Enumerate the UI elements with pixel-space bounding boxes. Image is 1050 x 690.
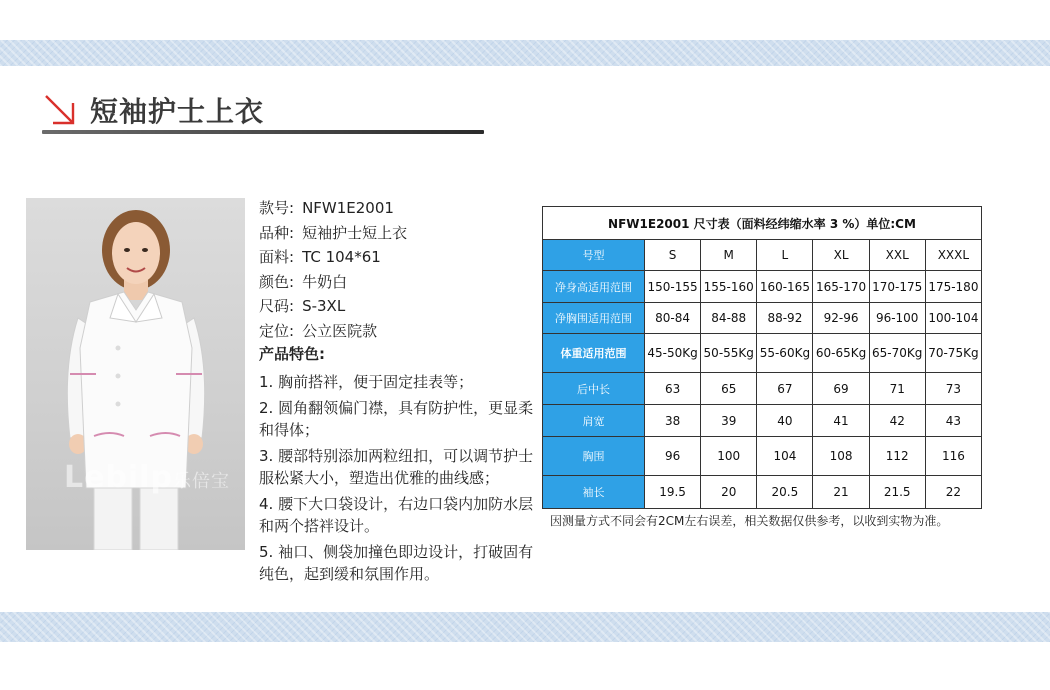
size-value-cell: 65	[701, 373, 757, 405]
size-header-cell: XL	[813, 240, 869, 271]
size-value-cell: 116	[925, 437, 981, 476]
bottom-decor-band	[0, 612, 1050, 642]
size-value-cell: 71	[869, 373, 925, 405]
spec-label: 定位:	[259, 321, 295, 340]
size-value-cell: 63	[645, 373, 701, 405]
size-row-label: 袖长	[543, 476, 645, 509]
spec-row	[259, 294, 544, 319]
spec-label: 款号:	[259, 199, 295, 217]
size-header-cell: XXXL	[925, 240, 981, 271]
spec-label: 面料:	[259, 248, 295, 266]
size-value-cell: 19.5	[645, 476, 701, 509]
spec-row	[259, 196, 544, 221]
size-header-cell: S	[645, 240, 701, 271]
size-value-cell: 150-155	[645, 271, 701, 303]
spec-value: 公立医院款	[302, 321, 378, 340]
size-value-cell: 96-100	[869, 303, 925, 334]
spec-value: 短袖护士短上衣	[302, 223, 408, 242]
size-row-label: 胸围	[543, 437, 645, 476]
spec-label: 颜色:	[259, 272, 295, 291]
size-value-cell: 165-170	[813, 271, 869, 303]
size-row-label: 肩宽	[543, 405, 645, 437]
size-value-cell: 40	[757, 405, 813, 437]
size-value-cell: 92-96	[813, 303, 869, 334]
size-header-label: 号型	[543, 240, 645, 271]
size-row-label: 后中长	[543, 373, 645, 405]
size-value-cell: 65-70Kg	[869, 334, 925, 373]
spec-row	[259, 270, 544, 295]
size-row-label: 净身高适用范围	[543, 271, 645, 303]
size-row-label: 体重适用范围	[543, 334, 645, 373]
spec-label: 品种:	[259, 223, 295, 242]
spec-value: S-3XL	[302, 297, 346, 315]
size-value-cell: 96	[645, 437, 701, 476]
size-value-cell: 160-165	[757, 271, 813, 303]
spec-row	[259, 319, 544, 344]
spec-row	[259, 245, 544, 270]
size-value-cell: 175-180	[925, 271, 981, 303]
spec-label: 尺码:	[259, 297, 295, 315]
page-title: 短袖护士上衣	[90, 95, 265, 128]
size-value-cell: 170-175	[869, 271, 925, 303]
features-list	[259, 371, 544, 585]
size-table-row	[543, 303, 982, 334]
spec-row	[259, 221, 544, 246]
size-table-row	[543, 373, 982, 405]
title-underline	[42, 130, 484, 134]
size-value-cell: 22	[925, 476, 981, 509]
size-value-cell: 70-75Kg	[925, 334, 981, 373]
size-value-cell: 100-104	[925, 303, 981, 334]
top-decor-band	[0, 40, 1050, 66]
size-value-cell: 108	[813, 437, 869, 476]
size-value-cell: 88-92	[757, 303, 813, 334]
size-row-label: 净胸围适用范围	[543, 303, 645, 334]
size-table-row	[543, 334, 982, 373]
nurse-illustration	[26, 198, 245, 550]
size-value-cell: 50-55Kg	[701, 334, 757, 373]
size-header-cell: XXL	[869, 240, 925, 271]
measurement-note: 因测量方式不同会有2CM左右误差，相关数据仅供参考，以收到实物为准。	[550, 514, 949, 528]
size-value-cell: 155-160	[701, 271, 757, 303]
brand-watermark: Lebilp乐倍宝	[64, 460, 230, 495]
size-value-cell: 104	[757, 437, 813, 476]
spec-value: 牛奶白	[302, 272, 348, 291]
size-value-cell: 73	[925, 373, 981, 405]
size-value-cell: 100	[701, 437, 757, 476]
size-table-row	[543, 437, 982, 476]
size-value-cell: 84-88	[701, 303, 757, 334]
spec-value: NFW1E2001	[302, 199, 394, 217]
product-spec	[259, 196, 544, 589]
size-value-cell: 38	[645, 405, 701, 437]
size-value-cell: 21	[813, 476, 869, 509]
arrow-down-right-icon	[42, 92, 78, 128]
size-value-cell: 20	[701, 476, 757, 509]
spec-value: TC 104*61	[302, 248, 381, 266]
size-chart	[542, 206, 982, 509]
feature-item: 5. 袖口、侧袋加撞色即边设计，打破固有纯色，起到缓和氛围作用。	[259, 543, 534, 583]
size-header-cell: M	[701, 240, 757, 271]
feature-item: 3. 腰部特别添加两粒纽扣，可以调节护士服松紧大小，塑造出优雅的曲线感；	[259, 447, 534, 487]
size-value-cell: 21.5	[869, 476, 925, 509]
size-value-cell: 112	[869, 437, 925, 476]
size-value-cell: 42	[869, 405, 925, 437]
size-table-caption: NFW1E2001 尺寸表（面料经纬缩水率 3 %）单位:CM	[543, 207, 982, 240]
size-value-cell: 69	[813, 373, 869, 405]
feature-item: 4. 腰下大口袋设计，右边口袋内加防水层和两个搭袢设计。	[259, 495, 534, 535]
size-value-cell: 55-60Kg	[757, 334, 813, 373]
size-value-cell: 60-65Kg	[813, 334, 869, 373]
size-header-cell: L	[757, 240, 813, 271]
size-value-cell: 43	[925, 405, 981, 437]
page-header	[42, 88, 487, 140]
size-value-cell: 45-50Kg	[645, 334, 701, 373]
size-table-row	[543, 405, 982, 437]
feature-item: 1. 胸前搭袢，便于固定挂表等；	[259, 373, 474, 391]
size-value-cell: 67	[757, 373, 813, 405]
size-table	[542, 206, 982, 509]
size-table-row	[543, 476, 982, 509]
feature-item: 2. 圆角翻领偏门襟，具有防护性，更显柔和得体；	[259, 399, 534, 439]
product-photo	[26, 198, 245, 550]
size-value-cell: 80-84	[645, 303, 701, 334]
size-value-cell: 41	[813, 405, 869, 437]
size-table-row	[543, 271, 982, 303]
features-title: 产品特色:	[259, 345, 325, 363]
size-value-cell: 39	[701, 405, 757, 437]
size-value-cell: 20.5	[757, 476, 813, 509]
